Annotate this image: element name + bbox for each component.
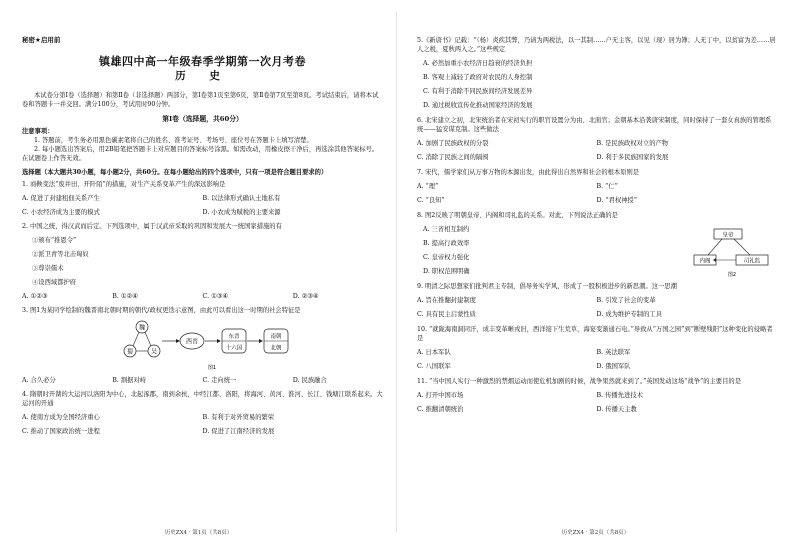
q3-options: [22, 371, 383, 385]
q11-stem: 11. “当中国人实行一种激烈的禁烟运动而使危机加剧的时候，战争果然就来到了。”英国发动这场“战争”的主要目的是: [417, 378, 741, 385]
q4-option-b: B. 有利于对外贸易的繁荣: [202, 414, 275, 421]
q3-option-c: C. 走向统一: [202, 377, 237, 384]
q4-option-d: D. 促进了江南经济的发展: [202, 428, 275, 435]
q6-options: [417, 134, 776, 162]
q11-option-b: B. 传播先进技术: [596, 392, 643, 399]
q7-option-c: C. “良知”: [417, 197, 445, 204]
fig2-node-neige: 内阁: [699, 258, 711, 265]
q2-option-b: B. ①②④: [112, 293, 138, 300]
figure-1-caption: 图1: [207, 365, 217, 371]
q9-option-d: D. 成为维护专制的工具: [596, 311, 662, 318]
q7-option-d: D. “君权神授”: [596, 197, 637, 204]
fig1-node-shiliuguo: 十六国: [225, 345, 243, 352]
q11-options: [417, 386, 776, 414]
subject-title: 历 史: [175, 70, 230, 82]
q11-option-d: D. 传播天主教: [596, 406, 637, 413]
q5-option-d: D. 通过税收宣传化推动国家经济的发展: [423, 102, 533, 109]
q7-options: [417, 177, 776, 205]
fig1-node-shu: 蜀: [126, 348, 134, 356]
notice-1: 1. 答题前，考生务必用黑色碳素笔将自己的姓名、准考证号、考场号、座位号在答题卡上填写清楚。: [34, 137, 313, 144]
q2-options: [22, 287, 383, 301]
q7-stem: 7. 宋代，儒学家们从万事万物的本源出发，由此得出自然界和社会的根本原则是: [417, 169, 640, 176]
fig1-node-xijin: 西晋: [185, 338, 199, 346]
q2-option-a: A. ①②③: [22, 293, 48, 300]
figure-1-diagram: [22, 319, 383, 373]
q1-option-c: C. 小农经济成为主要的模式: [22, 209, 100, 216]
q5-stem: 5.《新唐书》记载：“（杨）炎疾其弊，乃请为两税法，以一其制……户无主客，以见（现）居为簿；人无丁中，以贫富为差……居人之税，夏秋两入之。”这些规定: [417, 37, 776, 53]
q9-option-a: A. 旨在推翻封建制度: [417, 297, 476, 304]
footer-right: 历史ZX4 · 第2页（共8页）: [561, 530, 630, 536]
q1-options: [22, 189, 383, 217]
q4-stem: 4. 隋朝时开凿的大运河以洛阳为中心，北起涿郡，南到余杭，中经江都、洛阳，将海河、黄河、淮河、长江、钱塘江联系起来。大运河的开通: [22, 391, 383, 407]
q6-option-a: A. 加剧了民族政权的分裂: [417, 140, 489, 147]
q6-option-d: D. 利于多民族国家的发展: [596, 154, 669, 161]
q5-option-c: C. 有利于消除不同民族间经济发展差异: [423, 88, 533, 95]
q2-item-3: ③尊崇儒术: [32, 265, 64, 272]
fig1-node-beichao: 北朝: [270, 345, 282, 352]
q4-option-a: A. 使南方成为全国经济重心: [22, 414, 100, 421]
q2-item-4: ④设西域都护府: [32, 279, 77, 286]
q4-option-c: C. 推动了国家政治统一进程: [22, 428, 100, 435]
q8-option-b: B. 提高行政效率: [423, 240, 470, 247]
q1-option-d: D. 小农成为赋税的主要来源: [202, 209, 281, 216]
page-right: [397, 0, 794, 544]
q2-item-1: ①颁布“推恩令”: [32, 237, 77, 244]
section1-title: 第Ⅰ卷（选择题，共60分）: [162, 115, 243, 123]
q7-option-a: A. “理”: [417, 183, 439, 190]
exam-title: 镇雄四中高一年级春季学期第一次月考卷: [99, 55, 306, 68]
q5-option-b: B. 客观上减轻了政府对农民的人身控制: [423, 74, 533, 81]
q11-option-a: A. 打开中国市场: [417, 392, 464, 399]
notice-2: 2. 每小题选出答案后，用2B铅笔把答题卡上对应题目的答案标号涂黑。如需改动，用橡皮擦干净后，再选涂其他答案标号。在试题卷上作答无效。: [22, 146, 379, 162]
fig1-node-wu: 吴: [150, 348, 158, 356]
figure-2-caption: 图2: [727, 272, 737, 278]
intro-text: 本试卷分第Ⅰ卷（选择题）和第Ⅱ卷（非选择题）两部分，第Ⅰ卷第1页至第6页，第Ⅱ卷第7页至第8页。考试结束后，请将本试卷和答题卡一并交回。满分100分，考试用时90分钟。: [22, 92, 379, 108]
q4-options: [22, 408, 383, 436]
q5-options: [417, 59, 776, 110]
q1-option-b: B. 以法律形式确认土地私有: [202, 195, 281, 202]
q7-option-b: B. “仁”: [596, 183, 618, 190]
q8-block: [417, 225, 776, 276]
q8-option-a: A. 三省相互制约: [423, 226, 470, 233]
secret-label: 秘密★启用前: [22, 36, 61, 44]
q8-option-c: C. 皇帝权力强化: [423, 254, 470, 261]
q2-item-2: ②派卫青等北击匈奴: [32, 251, 89, 258]
q3-option-d: D. 民族融合: [292, 377, 327, 384]
q10-option-d: D. 俄国军队: [596, 363, 631, 370]
mc-instruction: 选择题（本大题共30小题，每小题2分，共60分。在每小题给出的四个选项中，只有一项是符合题目要求的）: [22, 169, 328, 176]
q3-option-b: B. 割据对峙: [112, 377, 147, 384]
q9-options: [417, 291, 776, 319]
q1-option-a: A. 促进了封建租佃关系产生: [22, 195, 100, 202]
fig1-node-wei: 魏: [138, 324, 146, 332]
q9-stem: 9. 明清之际思想家们批判君主专制，倡导务实学风，形成了一股积极进步的新思潮。这一思潮: [417, 283, 677, 290]
q10-options: [417, 343, 776, 371]
q3-stem: 3. 图1为某同学绘制的魏晋南北朝时期的朝代/政权更迭示意图，由此可以看出这一时期的社会特征是: [22, 307, 301, 314]
fig2-node-silijian: 司礼监: [743, 258, 761, 265]
q2-stem: 2. 中国之统，得汉武而后定。下列选项中，属于汉武帝采取的巩固和发展大一统国家措施的有: [22, 223, 282, 230]
q11-option-c: C. 推翻清朝统治: [417, 406, 464, 413]
fig2-node-emperor: 皇帝: [722, 232, 734, 239]
q10-option-a: A. 日本军队: [417, 349, 451, 356]
q6-stem: 6. 北宋建立之初，北宋统治者在宋初实行的职官设置分为由、北面官；金朝基本沿袭唐宋制度，同时保持了一套女真族的管理系统——猛安谋克制。这些做法: [417, 117, 772, 133]
q8-stem: 8. 图2反映了明朝皇帝、内阁和司礼监的关系。对此，下列说法正确的是: [417, 212, 618, 219]
footer-left: 历史ZX4 · 第1页（共8页）: [164, 530, 233, 536]
q6-option-c: C. 消除了民族之间的隔阂: [417, 154, 489, 161]
q3-option-a: A. 合久必分: [22, 377, 56, 384]
q9-option-c: C. 具有民主启蒙性质: [417, 311, 476, 318]
notice-title: 注意事项：: [22, 128, 54, 135]
q9-option-b: B. 引发了社会的变革: [596, 297, 656, 304]
q8-option-d: D. 职权范围明确: [423, 268, 470, 275]
q10-stem: 10. “就陇海南洞同汗，成丰变革晰戎旧，西洋接下生荒草，海宴变渐通石电。”导致从“万国之园”到“断壁残阳”这种变化的侵略者是: [417, 326, 773, 342]
q1-stem: 1. 商鞅变法“废井田，开阡陌”的措施，对生产关系变革产生的深远影响是: [22, 181, 226, 188]
q8-options: [417, 225, 657, 276]
figure-1: [22, 319, 383, 373]
figure-2-diagram: [692, 227, 772, 279]
q6-option-b: B. 是民族政权对立的产物: [596, 140, 669, 147]
q2-option-c: C. ①③④: [202, 293, 229, 300]
q2-option-d: D. ②③④: [292, 293, 319, 300]
q10-option-b: B. 英法联军: [596, 349, 631, 356]
fig1-node-nanchao: 南朝: [270, 334, 282, 340]
q5-option-a: A. 必然加重小农经济日趋衰的经济负担: [423, 60, 533, 67]
q10-option-c: C. 八国联军: [417, 363, 451, 370]
fig1-node-dongjin: 东晋: [228, 334, 240, 340]
